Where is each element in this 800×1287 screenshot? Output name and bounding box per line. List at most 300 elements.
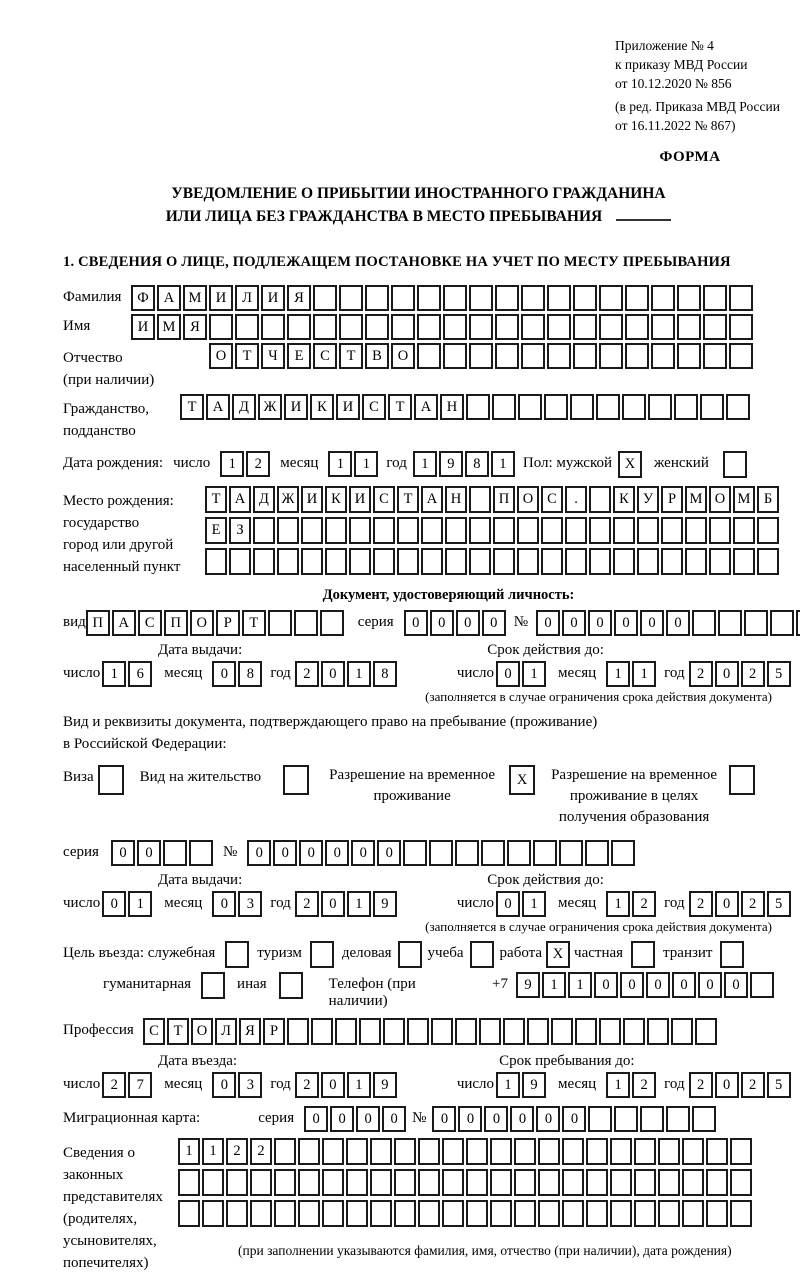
char-cell[interactable] bbox=[640, 1106, 664, 1132]
char-cell[interactable] bbox=[651, 343, 675, 369]
char-cell[interactable]: К bbox=[613, 486, 635, 513]
char-cell[interactable] bbox=[551, 1018, 573, 1045]
char-cell[interactable] bbox=[730, 1200, 752, 1227]
char-cell[interactable] bbox=[226, 1200, 248, 1227]
char-cell[interactable]: 0 bbox=[562, 610, 586, 636]
char-cell[interactable] bbox=[469, 285, 493, 311]
char-cell[interactable]: С bbox=[313, 343, 337, 369]
char-cell[interactable]: 0 bbox=[321, 1072, 345, 1098]
char-cell[interactable] bbox=[287, 1018, 309, 1045]
char-cell[interactable] bbox=[599, 1018, 621, 1045]
char-cell[interactable]: 0 bbox=[247, 840, 271, 866]
char-cell[interactable] bbox=[421, 517, 443, 544]
char-cell[interactable] bbox=[682, 1138, 704, 1165]
char-cell[interactable] bbox=[325, 548, 347, 575]
char-cell[interactable] bbox=[403, 840, 427, 866]
char-cell[interactable] bbox=[209, 314, 233, 340]
char-cell[interactable] bbox=[611, 840, 635, 866]
char-cell[interactable] bbox=[429, 840, 453, 866]
char-cell[interactable]: П bbox=[493, 486, 515, 513]
char-cell[interactable] bbox=[470, 941, 494, 968]
char-cell[interactable] bbox=[514, 1169, 536, 1196]
char-cell[interactable] bbox=[700, 394, 724, 420]
char-cell[interactable]: С bbox=[143, 1018, 165, 1045]
char-cell[interactable]: 3 bbox=[238, 1072, 262, 1098]
char-cell[interactable] bbox=[575, 1018, 597, 1045]
char-cell[interactable] bbox=[586, 1138, 608, 1165]
char-cell[interactable] bbox=[370, 1138, 392, 1165]
char-cell[interactable] bbox=[729, 285, 753, 311]
char-cell[interactable]: 2 bbox=[689, 1072, 713, 1098]
char-cell[interactable]: 0 bbox=[594, 972, 618, 998]
char-cell[interactable]: 2 bbox=[295, 661, 319, 687]
char-cell[interactable] bbox=[391, 285, 415, 311]
char-cell[interactable] bbox=[443, 314, 467, 340]
char-cell[interactable] bbox=[634, 1138, 656, 1165]
char-cell[interactable]: 0 bbox=[620, 972, 644, 998]
char-cell[interactable] bbox=[610, 1138, 632, 1165]
char-cell[interactable] bbox=[274, 1138, 296, 1165]
char-cell[interactable] bbox=[586, 1200, 608, 1227]
char-cell[interactable] bbox=[394, 1138, 416, 1165]
char-cell[interactable]: 2 bbox=[295, 1072, 319, 1098]
char-cell[interactable] bbox=[541, 548, 563, 575]
char-cell[interactable] bbox=[397, 548, 419, 575]
char-cell[interactable] bbox=[677, 285, 701, 311]
char-cell[interactable] bbox=[469, 548, 491, 575]
char-cell[interactable]: 1 bbox=[220, 451, 244, 477]
char-cell[interactable] bbox=[589, 548, 611, 575]
char-cell[interactable] bbox=[730, 1169, 752, 1196]
char-cell[interactable] bbox=[163, 840, 187, 866]
char-cell[interactable] bbox=[588, 1106, 612, 1132]
char-cell[interactable]: Б bbox=[757, 486, 779, 513]
char-cell[interactable] bbox=[517, 517, 539, 544]
char-cell[interactable] bbox=[538, 1169, 560, 1196]
char-cell[interactable]: 0 bbox=[715, 1072, 739, 1098]
char-cell[interactable] bbox=[562, 1169, 584, 1196]
char-cell[interactable] bbox=[521, 285, 545, 311]
char-cell[interactable] bbox=[325, 517, 347, 544]
char-cell[interactable] bbox=[625, 314, 649, 340]
char-cell[interactable]: И bbox=[349, 486, 371, 513]
char-cell[interactable]: 0 bbox=[432, 1106, 456, 1132]
char-cell[interactable] bbox=[339, 285, 363, 311]
char-cell[interactable] bbox=[514, 1200, 536, 1227]
char-cell[interactable] bbox=[533, 840, 557, 866]
char-cell[interactable]: О bbox=[517, 486, 539, 513]
char-cell[interactable]: Я bbox=[287, 285, 311, 311]
char-cell[interactable] bbox=[586, 1169, 608, 1196]
char-cell[interactable] bbox=[287, 314, 311, 340]
char-cell[interactable] bbox=[455, 840, 479, 866]
char-cell[interactable] bbox=[250, 1169, 272, 1196]
char-cell[interactable] bbox=[634, 1200, 656, 1227]
char-cell[interactable]: 0 bbox=[111, 840, 135, 866]
char-cell[interactable] bbox=[398, 941, 422, 968]
char-cell[interactable]: 0 bbox=[304, 1106, 328, 1132]
char-cell[interactable]: У bbox=[637, 486, 659, 513]
char-cell[interactable] bbox=[442, 1169, 464, 1196]
char-cell[interactable] bbox=[599, 314, 623, 340]
char-cell[interactable] bbox=[527, 1018, 549, 1045]
char-cell[interactable]: 0 bbox=[382, 1106, 406, 1132]
char-cell[interactable] bbox=[407, 1018, 429, 1045]
char-cell[interactable]: 1 bbox=[347, 891, 371, 917]
char-cell[interactable] bbox=[770, 610, 794, 636]
char-cell[interactable]: Р bbox=[263, 1018, 285, 1045]
char-cell[interactable]: Ж bbox=[258, 394, 282, 420]
char-cell[interactable] bbox=[349, 517, 371, 544]
char-cell[interactable] bbox=[658, 1169, 680, 1196]
char-cell[interactable]: 3 bbox=[238, 891, 262, 917]
char-cell[interactable] bbox=[442, 1200, 464, 1227]
char-cell[interactable] bbox=[349, 548, 371, 575]
char-cell[interactable] bbox=[517, 548, 539, 575]
char-cell[interactable] bbox=[544, 394, 568, 420]
char-cell[interactable] bbox=[614, 1106, 638, 1132]
char-cell[interactable]: 9 bbox=[373, 1072, 397, 1098]
char-cell[interactable] bbox=[359, 1018, 381, 1045]
char-cell[interactable] bbox=[613, 548, 635, 575]
char-cell[interactable] bbox=[261, 314, 285, 340]
char-cell[interactable]: 0 bbox=[698, 972, 722, 998]
char-cell[interactable] bbox=[507, 840, 531, 866]
char-cell[interactable]: 1 bbox=[522, 661, 546, 687]
char-cell[interactable]: 2 bbox=[689, 891, 713, 917]
char-cell[interactable] bbox=[637, 517, 659, 544]
char-cell[interactable] bbox=[723, 451, 747, 478]
char-cell[interactable]: И bbox=[209, 285, 233, 311]
char-cell[interactable]: Я bbox=[239, 1018, 261, 1045]
char-cell[interactable] bbox=[547, 343, 571, 369]
char-cell[interactable]: 0 bbox=[456, 610, 480, 636]
char-cell[interactable] bbox=[547, 285, 571, 311]
char-cell[interactable]: 1 bbox=[632, 661, 656, 687]
char-cell[interactable]: 5 bbox=[767, 661, 791, 687]
char-cell[interactable]: Л bbox=[215, 1018, 237, 1045]
char-cell[interactable] bbox=[658, 1200, 680, 1227]
char-cell[interactable]: 0 bbox=[325, 840, 349, 866]
char-cell[interactable]: 0 bbox=[715, 891, 739, 917]
char-cell[interactable]: Т bbox=[235, 343, 259, 369]
char-cell[interactable] bbox=[313, 314, 337, 340]
char-cell[interactable]: 0 bbox=[672, 972, 696, 998]
char-cell[interactable]: О bbox=[191, 1018, 213, 1045]
char-cell[interactable] bbox=[442, 1138, 464, 1165]
char-cell[interactable] bbox=[277, 548, 299, 575]
char-cell[interactable]: 9 bbox=[522, 1072, 546, 1098]
char-cell[interactable] bbox=[796, 610, 800, 636]
char-cell[interactable] bbox=[298, 1169, 320, 1196]
char-cell[interactable] bbox=[443, 343, 467, 369]
char-cell[interactable]: 0 bbox=[356, 1106, 380, 1132]
char-cell[interactable] bbox=[495, 285, 519, 311]
char-cell[interactable]: 1 bbox=[328, 451, 352, 477]
char-cell[interactable]: 0 bbox=[330, 1106, 354, 1132]
char-cell[interactable] bbox=[514, 1138, 536, 1165]
char-cell[interactable] bbox=[417, 343, 441, 369]
char-cell[interactable]: 0 bbox=[212, 661, 236, 687]
char-cell[interactable] bbox=[744, 610, 768, 636]
char-cell[interactable]: М bbox=[685, 486, 707, 513]
char-cell[interactable] bbox=[538, 1138, 560, 1165]
char-cell[interactable]: 1 bbox=[128, 891, 152, 917]
char-cell[interactable]: 0 bbox=[496, 661, 520, 687]
char-cell[interactable]: М bbox=[733, 486, 755, 513]
char-cell[interactable] bbox=[565, 517, 587, 544]
char-cell[interactable]: Р bbox=[661, 486, 683, 513]
char-cell[interactable] bbox=[703, 343, 727, 369]
char-cell[interactable] bbox=[298, 1138, 320, 1165]
char-cell[interactable]: 0 bbox=[536, 1106, 560, 1132]
char-cell[interactable] bbox=[253, 548, 275, 575]
char-cell[interactable] bbox=[703, 285, 727, 311]
char-cell[interactable] bbox=[631, 941, 655, 968]
char-cell[interactable] bbox=[322, 1138, 344, 1165]
char-cell[interactable]: А bbox=[414, 394, 438, 420]
char-cell[interactable] bbox=[625, 285, 649, 311]
char-cell[interactable]: 0 bbox=[137, 840, 161, 866]
char-cell[interactable]: Л bbox=[235, 285, 259, 311]
char-cell[interactable]: 1 bbox=[347, 1072, 371, 1098]
char-cell[interactable]: 0 bbox=[212, 1072, 236, 1098]
char-cell[interactable]: 2 bbox=[741, 661, 765, 687]
char-cell[interactable] bbox=[373, 517, 395, 544]
char-cell[interactable]: В bbox=[365, 343, 389, 369]
char-cell[interactable]: 1 bbox=[606, 891, 630, 917]
char-cell[interactable]: 2 bbox=[102, 1072, 126, 1098]
char-cell[interactable]: 0 bbox=[562, 1106, 586, 1132]
char-cell[interactable] bbox=[625, 343, 649, 369]
char-cell[interactable]: 2 bbox=[246, 451, 270, 477]
char-cell[interactable] bbox=[733, 517, 755, 544]
char-cell[interactable]: Т bbox=[242, 610, 266, 636]
char-cell[interactable]: . bbox=[565, 486, 587, 513]
char-cell[interactable]: Н bbox=[440, 394, 464, 420]
char-cell[interactable] bbox=[189, 840, 213, 866]
char-cell[interactable]: 0 bbox=[321, 661, 345, 687]
char-cell[interactable] bbox=[596, 394, 620, 420]
char-cell[interactable]: X bbox=[618, 451, 642, 478]
char-cell[interactable]: И bbox=[131, 314, 155, 340]
char-cell[interactable]: 1 bbox=[606, 1072, 630, 1098]
char-cell[interactable]: С bbox=[541, 486, 563, 513]
char-cell[interactable]: Т bbox=[180, 394, 204, 420]
char-cell[interactable] bbox=[622, 394, 646, 420]
char-cell[interactable] bbox=[274, 1169, 296, 1196]
char-cell[interactable]: 0 bbox=[588, 610, 612, 636]
char-cell[interactable]: 5 bbox=[767, 1072, 791, 1098]
char-cell[interactable] bbox=[682, 1169, 704, 1196]
char-cell[interactable]: 8 bbox=[465, 451, 489, 477]
char-cell[interactable] bbox=[481, 840, 505, 866]
char-cell[interactable]: 6 bbox=[128, 661, 152, 687]
char-cell[interactable] bbox=[565, 548, 587, 575]
char-cell[interactable]: 1 bbox=[178, 1138, 200, 1165]
char-cell[interactable] bbox=[718, 610, 742, 636]
char-cell[interactable] bbox=[346, 1138, 368, 1165]
char-cell[interactable] bbox=[493, 517, 515, 544]
char-cell[interactable] bbox=[493, 548, 515, 575]
char-cell[interactable]: Т bbox=[388, 394, 412, 420]
char-cell[interactable] bbox=[674, 394, 698, 420]
char-cell[interactable]: П bbox=[164, 610, 188, 636]
char-cell[interactable] bbox=[268, 610, 292, 636]
char-cell[interactable]: 5 bbox=[767, 891, 791, 917]
char-cell[interactable]: 1 bbox=[102, 661, 126, 687]
char-cell[interactable]: 2 bbox=[226, 1138, 248, 1165]
char-cell[interactable] bbox=[301, 548, 323, 575]
char-cell[interactable]: 0 bbox=[404, 610, 428, 636]
char-cell[interactable] bbox=[685, 517, 707, 544]
char-cell[interactable] bbox=[397, 517, 419, 544]
char-cell[interactable] bbox=[370, 1200, 392, 1227]
char-cell[interactable] bbox=[562, 1138, 584, 1165]
char-cell[interactable]: 0 bbox=[102, 891, 126, 917]
char-cell[interactable] bbox=[98, 765, 124, 795]
char-cell[interactable] bbox=[466, 1138, 488, 1165]
char-cell[interactable] bbox=[466, 1169, 488, 1196]
char-cell[interactable]: И bbox=[301, 486, 323, 513]
char-cell[interactable]: П bbox=[86, 610, 110, 636]
char-cell[interactable] bbox=[677, 343, 701, 369]
char-cell[interactable]: Ж bbox=[277, 486, 299, 513]
char-cell[interactable]: Т bbox=[167, 1018, 189, 1045]
char-cell[interactable] bbox=[205, 548, 227, 575]
char-cell[interactable] bbox=[283, 765, 309, 795]
char-cell[interactable] bbox=[294, 610, 318, 636]
char-cell[interactable] bbox=[730, 1138, 752, 1165]
char-cell[interactable] bbox=[490, 1169, 512, 1196]
char-cell[interactable] bbox=[298, 1200, 320, 1227]
char-cell[interactable]: 1 bbox=[413, 451, 437, 477]
char-cell[interactable]: 0 bbox=[377, 840, 401, 866]
char-cell[interactable] bbox=[301, 517, 323, 544]
char-cell[interactable] bbox=[202, 1200, 224, 1227]
char-cell[interactable] bbox=[671, 1018, 693, 1045]
char-cell[interactable]: Т bbox=[397, 486, 419, 513]
char-cell[interactable]: Н bbox=[445, 486, 467, 513]
char-cell[interactable]: X bbox=[509, 765, 535, 795]
char-cell[interactable] bbox=[495, 343, 519, 369]
char-cell[interactable] bbox=[726, 394, 750, 420]
char-cell[interactable] bbox=[651, 314, 675, 340]
char-cell[interactable] bbox=[757, 517, 779, 544]
char-cell[interactable]: 1 bbox=[606, 661, 630, 687]
char-cell[interactable] bbox=[495, 314, 519, 340]
char-cell[interactable]: Р bbox=[216, 610, 240, 636]
char-cell[interactable]: 0 bbox=[510, 1106, 534, 1132]
char-cell[interactable]: 0 bbox=[715, 661, 739, 687]
char-cell[interactable] bbox=[492, 394, 516, 420]
char-cell[interactable] bbox=[573, 314, 597, 340]
char-cell[interactable] bbox=[729, 765, 755, 795]
char-cell[interactable] bbox=[202, 1169, 224, 1196]
char-cell[interactable]: 2 bbox=[632, 891, 656, 917]
char-cell[interactable]: 0 bbox=[614, 610, 638, 636]
char-cell[interactable] bbox=[647, 1018, 669, 1045]
char-cell[interactable] bbox=[178, 1169, 200, 1196]
char-cell[interactable]: 9 bbox=[439, 451, 463, 477]
char-cell[interactable] bbox=[706, 1138, 728, 1165]
char-cell[interactable] bbox=[706, 1200, 728, 1227]
char-cell[interactable] bbox=[589, 517, 611, 544]
char-cell[interactable] bbox=[346, 1200, 368, 1227]
char-cell[interactable] bbox=[421, 548, 443, 575]
char-cell[interactable] bbox=[541, 517, 563, 544]
char-cell[interactable] bbox=[277, 517, 299, 544]
char-cell[interactable] bbox=[585, 840, 609, 866]
char-cell[interactable] bbox=[559, 840, 583, 866]
char-cell[interactable] bbox=[225, 941, 249, 968]
char-cell[interactable] bbox=[682, 1200, 704, 1227]
char-cell[interactable]: С bbox=[138, 610, 162, 636]
char-cell[interactable] bbox=[394, 1169, 416, 1196]
char-cell[interactable]: Т bbox=[205, 486, 227, 513]
char-cell[interactable] bbox=[431, 1018, 453, 1045]
char-cell[interactable] bbox=[709, 517, 731, 544]
char-cell[interactable]: Ф bbox=[131, 285, 155, 311]
char-cell[interactable]: Е bbox=[287, 343, 311, 369]
char-cell[interactable]: А bbox=[157, 285, 181, 311]
char-cell[interactable]: 0 bbox=[273, 840, 297, 866]
char-cell[interactable] bbox=[703, 314, 727, 340]
char-cell[interactable]: Т bbox=[339, 343, 363, 369]
char-cell[interactable]: Ч bbox=[261, 343, 285, 369]
char-cell[interactable] bbox=[235, 314, 259, 340]
char-cell[interactable]: 0 bbox=[351, 840, 375, 866]
char-cell[interactable]: А bbox=[206, 394, 230, 420]
char-cell[interactable] bbox=[469, 343, 493, 369]
char-cell[interactable] bbox=[466, 394, 490, 420]
char-cell[interactable] bbox=[573, 285, 597, 311]
char-cell[interactable]: 1 bbox=[542, 972, 566, 998]
char-cell[interactable]: М bbox=[157, 314, 181, 340]
char-cell[interactable]: З bbox=[229, 517, 251, 544]
char-cell[interactable]: 0 bbox=[640, 610, 664, 636]
char-cell[interactable] bbox=[490, 1200, 512, 1227]
char-cell[interactable] bbox=[418, 1138, 440, 1165]
char-cell[interactable]: 7 bbox=[128, 1072, 152, 1098]
char-cell[interactable] bbox=[562, 1200, 584, 1227]
char-cell[interactable]: А bbox=[229, 486, 251, 513]
char-cell[interactable] bbox=[322, 1200, 344, 1227]
char-cell[interactable] bbox=[469, 486, 491, 513]
char-cell[interactable]: 1 bbox=[496, 1072, 520, 1098]
char-cell[interactable] bbox=[320, 610, 344, 636]
char-cell[interactable] bbox=[729, 343, 753, 369]
char-cell[interactable]: 2 bbox=[250, 1138, 272, 1165]
char-cell[interactable] bbox=[313, 285, 337, 311]
char-cell[interactable] bbox=[666, 1106, 690, 1132]
char-cell[interactable] bbox=[720, 941, 744, 968]
char-cell[interactable] bbox=[547, 314, 571, 340]
char-cell[interactable] bbox=[455, 1018, 477, 1045]
char-cell[interactable] bbox=[521, 314, 545, 340]
char-cell[interactable] bbox=[274, 1200, 296, 1227]
char-cell[interactable] bbox=[589, 486, 611, 513]
char-cell[interactable] bbox=[311, 1018, 333, 1045]
char-cell[interactable]: 0 bbox=[321, 891, 345, 917]
char-cell[interactable]: Е bbox=[205, 517, 227, 544]
char-cell[interactable]: С bbox=[373, 486, 395, 513]
char-cell[interactable]: Я bbox=[183, 314, 207, 340]
char-cell[interactable]: 2 bbox=[689, 661, 713, 687]
char-cell[interactable] bbox=[570, 394, 594, 420]
char-cell[interactable]: 0 bbox=[536, 610, 560, 636]
char-cell[interactable] bbox=[490, 1138, 512, 1165]
